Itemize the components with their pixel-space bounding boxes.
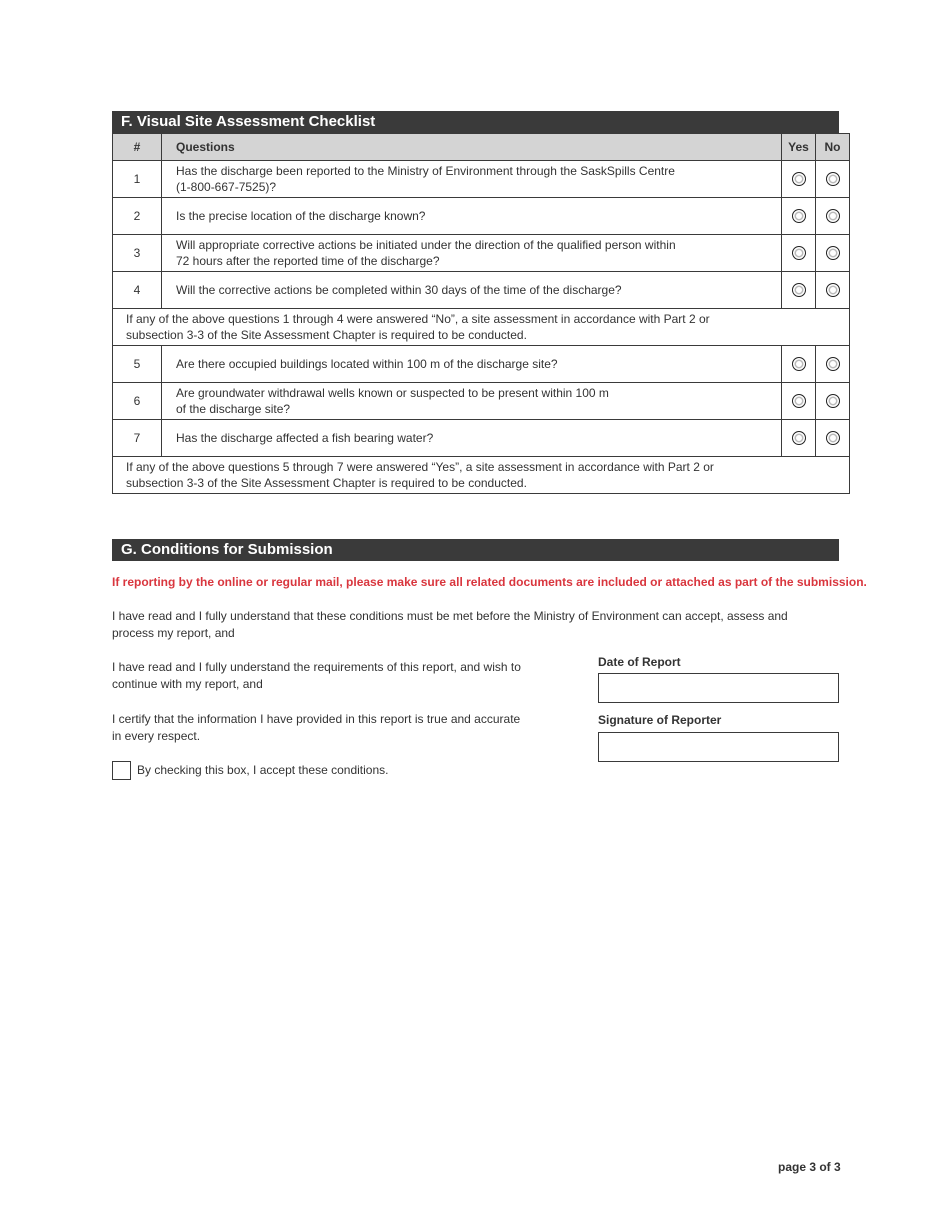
visual-site-assessment-table [112,133,850,494]
header-yes: Yes [782,134,816,161]
yes-radio[interactable] [792,394,806,408]
no-radio[interactable] [826,209,840,223]
question-text [162,161,782,198]
note-text-line: If any of the above questions 5 through 7 were answered “Yes”, a site assessment in accordance with Part 2 or [126,460,714,474]
question-text [162,420,782,457]
question-row-4 [113,272,850,309]
note-text [113,309,850,346]
question-text-line: Has the discharge affected a fish bearing water? [176,431,434,445]
table-header-row [113,134,850,161]
question-number: 2 [113,198,162,235]
question-text-line: Will the corrective actions be completed within 30 days of the time of the discharge? [176,283,622,297]
question-number: 4 [113,272,162,309]
question-text-line: Has the discharge been reported to the Ministry of Environment through the SaskSpills Centre [176,164,675,178]
no-radio[interactable] [826,394,840,408]
question-row-2 [113,198,850,235]
section-f-title: F. Visual Site Assessment Checklist [112,111,839,133]
date-of-report-label: Date of Report [598,655,681,669]
question-number: 1 [113,161,162,198]
no-radio[interactable] [826,357,840,371]
note-text [113,457,850,494]
question-text-line: Will appropriate corrective actions be initiated under the direction of the qualified person within [176,238,676,252]
condition-paragraph-3: I certify that the information I have provided in this report is true and accurate in every respect. [112,712,521,743]
question-number: 5 [113,346,162,383]
no-radio[interactable] [826,283,840,297]
question-text [162,383,782,420]
question-text [162,198,782,235]
yes-radio[interactable] [792,172,806,186]
condition-paragraph-1: I have read and I fully understand that these conditions must be met before the Ministry of Environment can accept, assess and process my report, and [112,609,788,640]
yes-radio[interactable] [792,246,806,260]
date-of-report-field[interactable] [598,673,839,703]
header-no: No [816,134,850,161]
question-number: 3 [113,235,162,272]
question-text [162,272,782,309]
question-row-3 [113,235,850,272]
question-row-7 [113,420,850,457]
header-questions: Questions [162,134,782,161]
accept-conditions-checkbox[interactable] [112,761,131,780]
yes-radio[interactable] [792,357,806,371]
question-number: 6 [113,383,162,420]
question-text-line: of the discharge site? [176,402,291,416]
no-radio[interactable] [826,246,840,260]
yes-radio[interactable] [792,283,806,297]
signature-label: Signature of Reporter [598,713,722,727]
no-radio[interactable] [826,172,840,186]
header-num: # [113,134,162,161]
yes-radio[interactable] [792,209,806,223]
signature-field[interactable] [598,732,839,762]
question-text-line: Are groundwater withdrawal wells known or suspected to be present within 100 m [176,386,609,400]
question-text-line: (1-800-667-7525)? [176,180,277,194]
note-row-questions-5-7 [113,457,850,494]
note-text-line: subsection 3-3 of the Site Assessment Chapter is required to be conducted. [126,476,527,490]
question-row-6 [113,383,850,420]
question-text-line: 72 hours after the reported time of the discharge? [176,254,440,268]
yes-radio[interactable] [792,431,806,445]
note-text-line: If any of the above questions 1 through 4 were answered “No”, a site assessment in accordance with Part 2 or [126,312,710,326]
page-number: page 3 of 3 [778,1160,841,1174]
question-row-5 [113,346,850,383]
note-row-questions-1-4 [113,309,850,346]
question-text [162,235,782,272]
accept-conditions-label: By checking this box, I accept these conditions. [137,763,389,777]
question-row-1 [113,161,850,198]
note-text-line: subsection 3-3 of the Site Assessment Chapter is required to be conducted. [126,328,527,342]
question-number: 7 [113,420,162,457]
section-g-title: G. Conditions for Submission [112,539,839,561]
question-text [162,346,782,383]
condition-paragraph-2: I have read and I fully understand the requirements of this report, and wish to continue with my report, and [112,660,521,691]
question-text-line: Is the precise location of the discharge known? [176,209,426,223]
no-radio[interactable] [826,431,840,445]
question-text-line: Are there occupied buildings located within 100 m of the discharge site? [176,357,558,371]
submission-warning: If reporting by the online or regular mail, please make sure all related documents are included or attached as part of the submission. [112,575,867,589]
